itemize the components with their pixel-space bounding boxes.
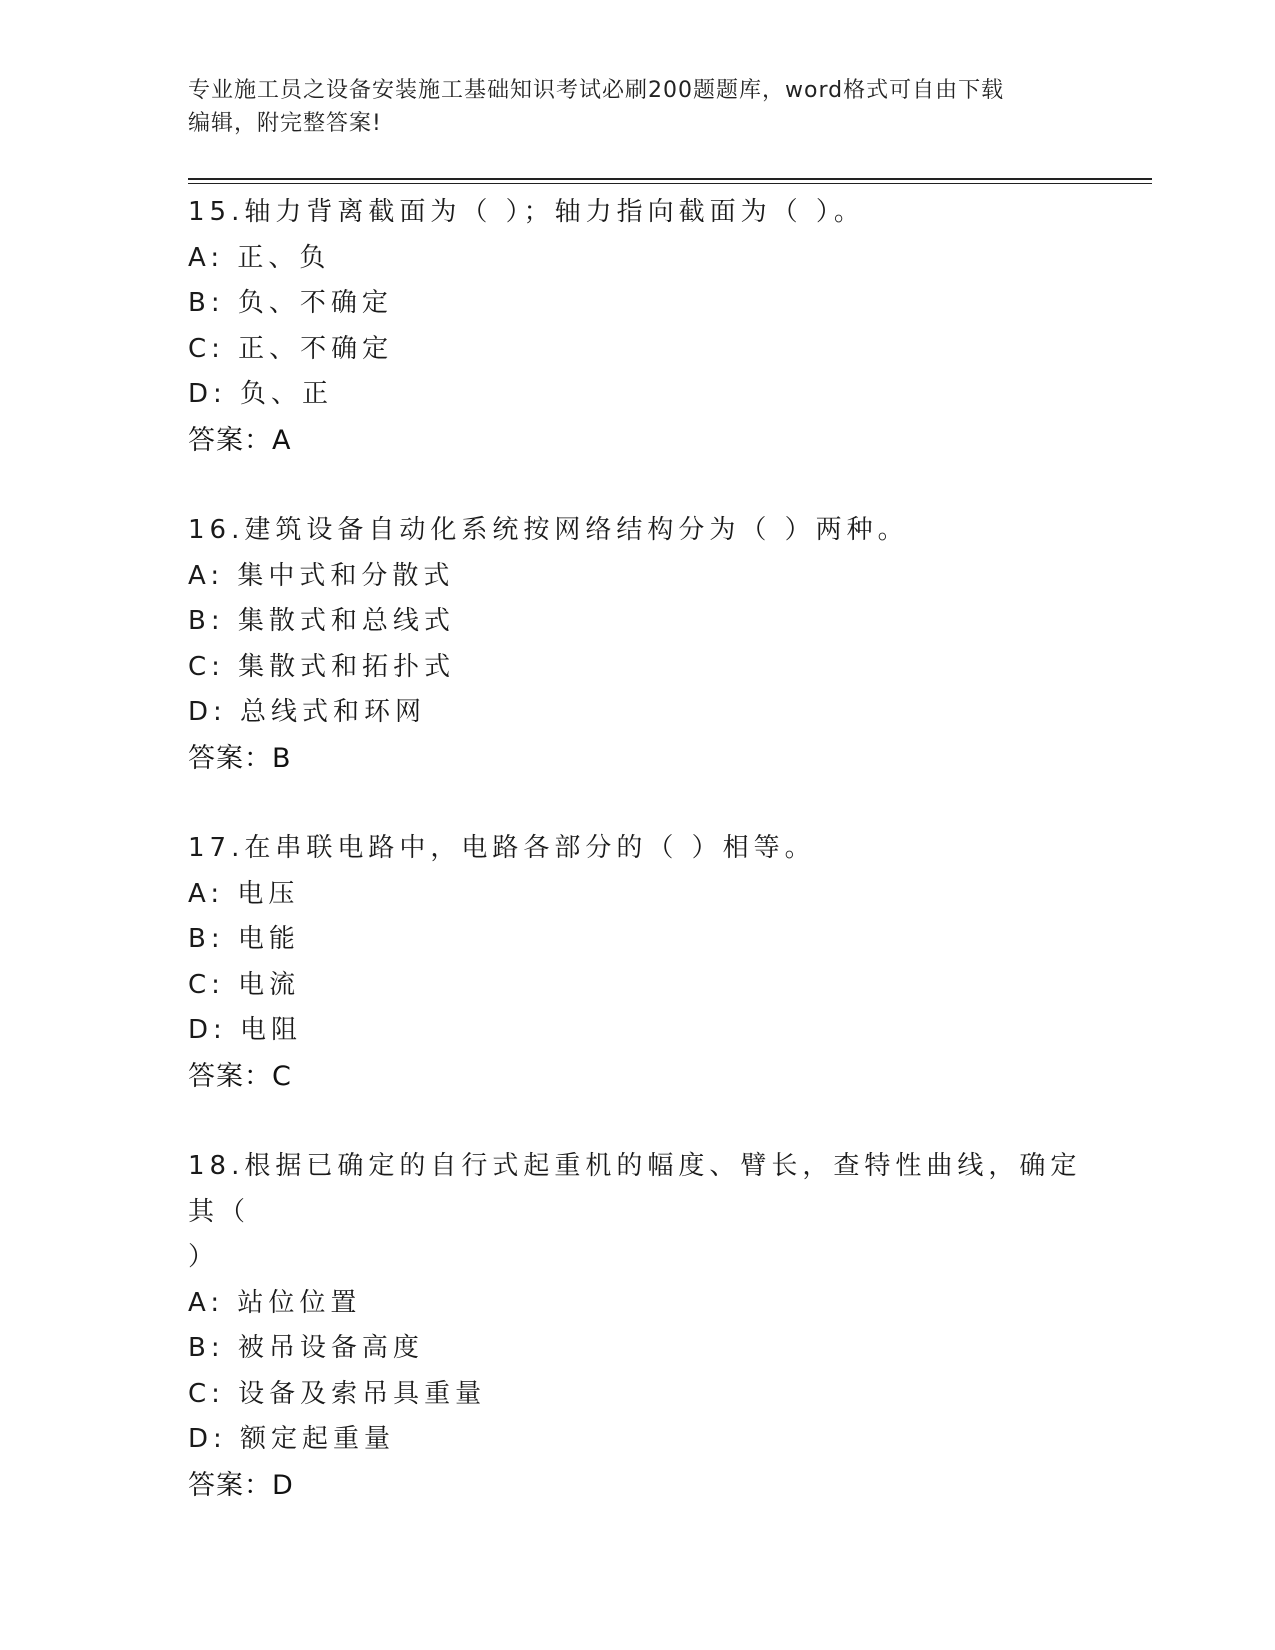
- question-16: [188, 508, 1088, 781]
- option-a: A: 电压: [188, 878, 300, 909]
- answer-label: 答案：: [188, 1469, 272, 1501]
- header-divider-thick: [188, 178, 1152, 180]
- header-title-line-1: 专业施工员之设备安装施工基础知识考试必刷200题题库，word格式可自由下载: [188, 78, 1005, 103]
- question-18: [188, 1144, 1088, 1508]
- question-stem-line-2: ）: [188, 1242, 220, 1272]
- option-c: C: 正、不确定: [188, 333, 394, 364]
- answer-label: 答案：: [188, 742, 272, 774]
- option-b: B: 集散式和总线式: [188, 606, 455, 636]
- answer-value: B: [272, 742, 292, 774]
- option-c: C: 集散式和拓扑式: [188, 651, 456, 682]
- option-a: A: 站位位置: [188, 1287, 362, 1318]
- answer-line: [188, 1463, 1088, 1509]
- question-list: [188, 190, 1088, 1553]
- answer-label: 答案：: [188, 1060, 272, 1092]
- answer-line: [188, 736, 1088, 782]
- option-d: D: 总线式和环网: [188, 697, 427, 727]
- option-d: D: 额定起重量: [188, 1424, 396, 1454]
- question-stem: 15.轴力背离截面为（ ）；轴力指向截面为（ ）。: [188, 197, 865, 227]
- header-divider-thin: [188, 183, 1152, 184]
- answer-value: A: [272, 424, 292, 456]
- question-stem: [188, 1144, 1088, 1281]
- option-c: C: 电流: [188, 969, 301, 1000]
- document-header: [188, 74, 1068, 140]
- question-stem: 17.在串联电路中，电路各部分的（ ）相等。: [188, 833, 816, 863]
- option-d: D: 电阻: [188, 1015, 303, 1045]
- question-15: [188, 190, 1088, 463]
- option-a: A: 集中式和分散式: [188, 560, 455, 591]
- question-17: [188, 826, 1088, 1099]
- option-b: B: 被吊设备高度: [188, 1333, 424, 1363]
- option-c: C: 设备及索吊具重量: [188, 1378, 487, 1409]
- question-stem-line-1: 18.根据已确定的自行式起重机的幅度、臂长，查特性曲线，确定其（: [188, 1151, 1082, 1227]
- question-stem: 16.建筑设备自动化系统按网络结构分为（ ）两种。: [188, 515, 909, 545]
- answer-label: 答案：: [188, 424, 272, 456]
- answer-value: D: [272, 1469, 294, 1501]
- answer-line: [188, 418, 1088, 464]
- option-d: D: 负、正: [188, 379, 334, 409]
- header-title-line-2: 编辑，附完整答案!: [188, 111, 382, 136]
- option-a: A: 正、负: [188, 242, 331, 273]
- answer-line: [188, 1054, 1088, 1100]
- answer-value: C: [272, 1060, 292, 1092]
- option-b: B: 电能: [188, 924, 300, 954]
- option-b: B: 负、不确定: [188, 288, 393, 318]
